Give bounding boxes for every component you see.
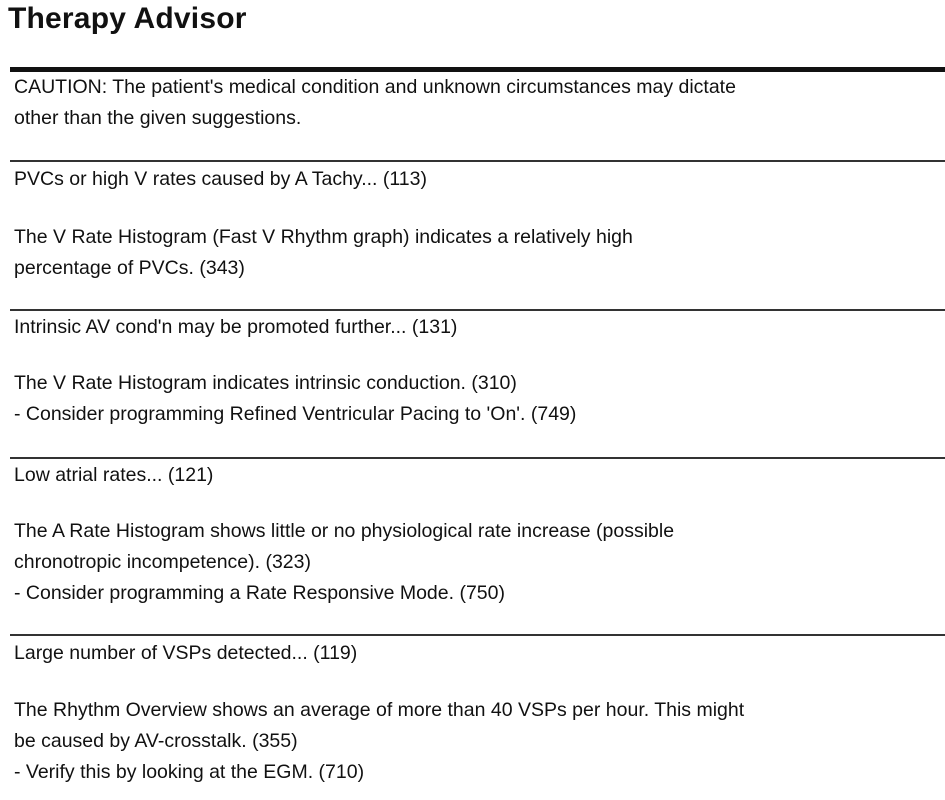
section-line: The A Rate Histogram shows little or no physiological rate increase (possible (14, 520, 675, 542)
section-line: The Rhythm Overview shows an average of more than 40 VSPs per hour. This might (14, 699, 745, 721)
section-divider (10, 309, 945, 311)
page-title: Therapy Advisor (8, 2, 247, 35)
section-line: The V Rate Histogram indicates intrinsic conduction. (310) (14, 372, 517, 394)
section-divider (10, 634, 945, 636)
section-divider (10, 160, 945, 162)
section-line: - Consider programming Refined Ventricular Pacing to 'On'. (749) (14, 403, 577, 425)
section-heading: PVCs or high V rates caused by A Tachy... (113) (14, 168, 427, 190)
section-line: - Consider programming a Rate Responsive Mode. (750) (14, 582, 505, 604)
section-line: be caused by AV-crosstalk. (355) (14, 730, 298, 752)
section-line: - Verify this by looking at the EGM. (710) (14, 761, 365, 783)
section-line: The V Rate Histogram (Fast V Rhythm graph) indicates a relatively high (14, 226, 633, 248)
section-divider (10, 457, 945, 459)
section-heading: Intrinsic AV cond'n may be promoted further... (131) (14, 316, 458, 338)
section-line: percentage of PVCs. (343) (14, 257, 245, 279)
section-line: chronotropic incompetence). (323) (14, 551, 311, 573)
section-heading: Large number of VSPs detected... (119) (14, 642, 358, 664)
caution-line-1: CAUTION: The patient's medical condition and unknown circumstances may dictate (14, 76, 736, 98)
section-heading: Low atrial rates... (121) (14, 464, 214, 486)
caution-line-2: other than the given suggestions. (14, 107, 302, 129)
